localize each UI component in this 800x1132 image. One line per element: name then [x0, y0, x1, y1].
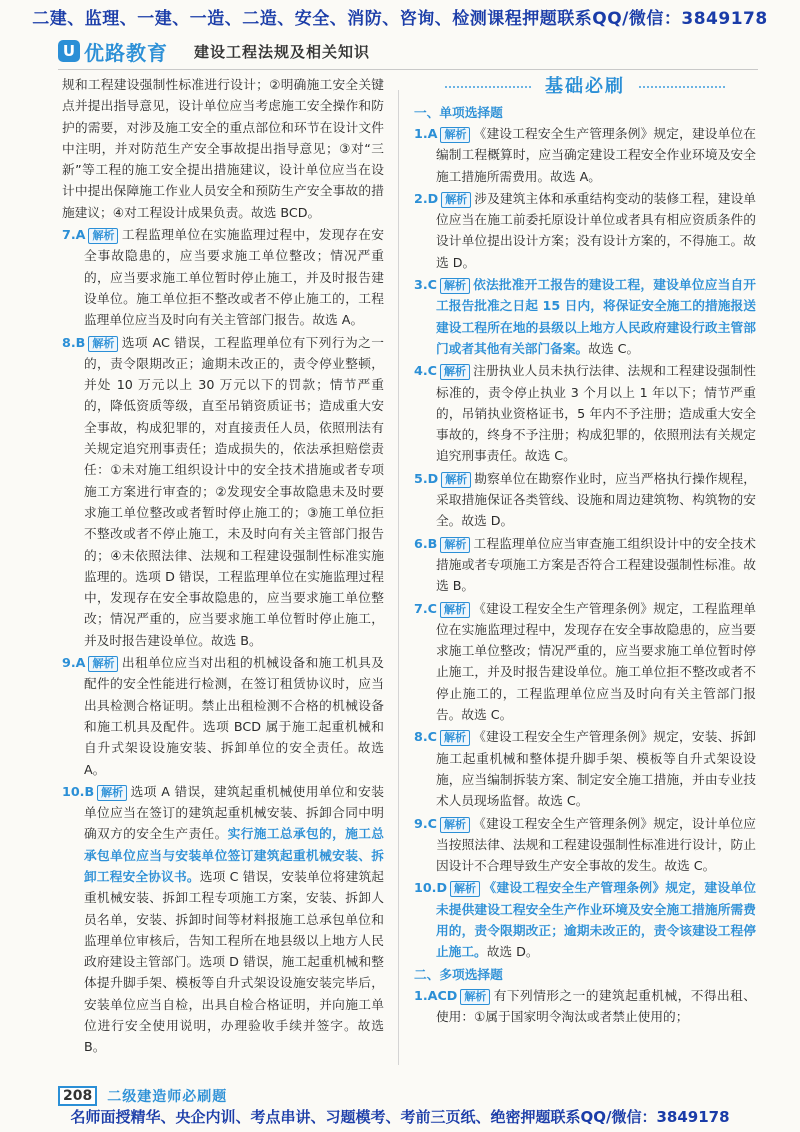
book-title: 建设工程法规及相关知识 [194, 42, 371, 61]
answer-text: 工程监理单位应当审查施工组织设计中的安全技术措施或者专项施工方案是否符合工程建设强制性标准。故选 B。 [436, 535, 756, 594]
continued-answer-text: 规和工程建设强制性标准进行设计；②明确施工安全关键点并提出指导意见，设计单位应当考虑施工安全操作和防护的需要，对涉及施工安全的重点部位和环节在设计文件中注明，并对防范生产安全事故提出指导意见；③对“三新”等工程的施工安全提出措施建议，设计单位应当在设计中提出保障施工作业人员安全和预防生产安全事故的措施建议；④对工程设计成果负责。故选 BCD。 [62, 77, 384, 220]
left-column [62, 74, 384, 1059]
answer-item [414, 533, 756, 597]
answer-text: 有下列情形之一的建筑起重机械，不得出租、使用：①属于国家明令淘汰或者禁止使用的； [436, 987, 756, 1024]
answer-text: 《建设工程安全生产管理条例》规定，工程监理单位在实施监理过程中，发现存在安全事故隐患的，应当要求施工单位整改；情况严重的，应当要求施工单位暂时停止施工，并及时报告建设单位。施工单位拒不整改或者不停止施工的，工程监理单位应当及时向有关主管部门报告。故选 C。 [436, 600, 756, 723]
analysis-tag: 解析 [450, 881, 480, 897]
analysis-tag: 解析 [88, 336, 118, 352]
answer-text: 故选 C。 [588, 340, 640, 356]
answer-item [62, 332, 384, 651]
answer-number: 10.D [414, 880, 448, 896]
answer-item [62, 224, 384, 330]
answer-number: 6.B [414, 535, 438, 551]
answer-number: 7.C [414, 600, 437, 616]
answer-text: 出租单位应当对出租的机械设备和施工机具及配件的安全性能进行检测，在签订租赁协议时，应当出具检测合格证明。禁止出租检测不合格的机械设备和施工机具及配件。选项 BCD 属于施工起重机械和自升式架设设施安装、拆卸单位的安全责任。故选 A。 [84, 655, 384, 777]
highlighted-text: 依法批准开工报告的建设工程，建设单位应当自开工报告批准之日起 15 日内，将保证安全施工的措施报送建设工程所在地的县级以上地方人民政府建设行政主管部门或者其他有关部门备案。 [436, 277, 756, 356]
answer-item [414, 726, 756, 811]
answer-text: 《建设工程安全生产管理条例》规定，建设单位在编制工程概算时，应当确定建设工程安全作业环境及安全施工措施所需费用。故选 A。 [436, 126, 756, 184]
page-footer [58, 1086, 378, 1106]
publisher-logo-text: 优路教育 [84, 40, 168, 65]
youlu-logo-icon: U [58, 40, 80, 62]
analysis-tag: 解析 [440, 817, 470, 833]
answer-item [414, 360, 756, 466]
answer-number: 8.B [62, 334, 86, 350]
right-column [414, 74, 756, 1028]
column-divider [398, 90, 399, 1065]
answer-number: 9.C [414, 815, 437, 831]
answer-text: 《建设工程安全生产管理条例》规定，设计单位应当按照法律、法规和工程建设强制性标准进行设计，防止因设计不合理导致生产安全事故的发生。故选 C。 [436, 815, 756, 874]
analysis-tag: 解析 [441, 192, 471, 208]
answer-item [414, 468, 756, 532]
answer-item [62, 652, 384, 780]
section-title: 基础必刷 [414, 74, 756, 100]
header-divider [58, 69, 758, 70]
answer-text: 选项 C 错误，安装单位将建筑起重机械安装、拆卸工程专项施工方案，安装、拆卸人员名单，安装、拆卸时间等材料报施工总承包单位和监理单位审核后，告知工程所在地县级以上地方人民政府建设主管部门。选项 D 错误，施工起重机械和整体提升脚手架、模板等自升式架设设施安装完毕后，安装单位应当自检，出具自检合格证明，并向施工单位进行安全使用说明，办理验收手续并签字。故选 B。 [84, 868, 384, 1055]
highlighted-text: 实行施工总承包的，施工总承包单位应当与安装单位签订建筑起重机械安装、拆卸工程安全协议书。 [84, 826, 384, 884]
answer-number: 8.C [414, 729, 437, 745]
highlighted-text: 《建设工程安全生产管理条例》规定，建设单位未提供建设工程安全生产作业环境及安全施工措施所需费用的，责令限期改正；逾期未改正的，责令该建设工程停止施工。 [436, 880, 756, 960]
series-title: 二级建造师必刷题 [107, 1089, 228, 1105]
answer-number: 9.A [62, 655, 86, 671]
top-ad-banner: 二建、监理、一建、一造、二造、安全、消防、咨询、检测课程押题联系QQ/微信：3849178 [32, 9, 768, 29]
answer-number: 1.ACD [414, 987, 458, 1003]
answer-text: 故选 D。 [486, 944, 539, 960]
answer-item [414, 598, 756, 726]
multiple-choice-heading: 二、多项选择题 [414, 966, 503, 982]
analysis-tag: 解析 [440, 730, 470, 746]
analysis-tag: 解析 [440, 364, 470, 380]
answer-item [414, 123, 756, 187]
analysis-tag: 解析 [88, 228, 118, 244]
answer-item [414, 877, 756, 962]
answer-number: 3.C [414, 277, 437, 293]
page-number: 208 [58, 1086, 97, 1106]
single-choice-heading: 一、单项选择题 [414, 105, 503, 120]
analysis-tag: 解析 [460, 989, 490, 1005]
answer-text: 《建设工程安全生产管理条例》规定，安装、拆卸施工起重机械和整体提升脚手架、模板等自升式架设设施，应当编制拆装方案、制定安全施工措施，并由专业技术人员现场监督。故选 C。 [436, 729, 756, 809]
analysis-tag: 解析 [441, 472, 471, 488]
answer-item [414, 985, 756, 1028]
answer-number: 7.A [62, 227, 86, 243]
analysis-tag: 解析 [440, 602, 470, 618]
answer-text: 注册执业人员未执行法律、法规和工程建设强制性标准的，责令停止执业 3 个月以上 1 年以下；情节严重的，吊销执业资格证书，5 年内不予注册；造成重大安全事故的，终身不予注册；构成犯罪的，依照刑法有关规定追究刑事责任。故选 C。 [436, 363, 756, 464]
analysis-tag: 解析 [88, 656, 118, 672]
answer-number: 10.B [62, 783, 95, 799]
answer-number: 2.D [414, 190, 439, 206]
answer-number: 5.D [414, 470, 439, 486]
answer-item [414, 188, 756, 273]
answer-text: 选项 A 错误，建筑起重机械使用单位和安装单位应当在签订的建筑起重机械安装、拆卸合同中明确双方的安全生产责任。 [84, 783, 384, 842]
analysis-tag: 解析 [440, 127, 470, 143]
page-header [58, 36, 758, 66]
answer-number: 4.C [414, 363, 437, 379]
answer-text: 选项 AC 错误，工程监理单位有下列行为之一的，责令限期改正；逾期未改正的，责令停业整顿，并处 10 万元以上 30 万元以下的罚款；情节严重的，降低资质等级，直至吊销资质证书；造成重大安全事故，构成犯罪的，对直接责任人员，依照刑法有关规定追究刑事责任；造成损失的，依法承担赔偿责任：①未对施工组织设计中的安全技术措施或者专项施工方案进行审查的；②发现安全事故隐患未及时要求施工单位整改或者暂时停止施工的；③施工单位拒不整改或者不停止施工，未及时向有关主管部门报告的；④未依照法律、法规和工程建设强制性标准实施监理的。选项 D 错误，工程监理单位在实施监理过程中，发现存在安全事故隐患的，应当要求施工单位整改；情况严重的，应当要求施工单位暂时停止施工，并及时报告建设单位。故选 B。 [84, 334, 384, 648]
answer-text: 工程监理单位在实施监理过程中，发现存在安全事故隐患的，应当要求施工单位整改；情况严重的，应当要求施工单位暂时停止施工，并及时报告建设单位。施工单位拒不整改或者不停止施工的，工程监理单位应当及时向有关主管部门报告。故选 A。 [84, 227, 384, 328]
answer-item [62, 781, 384, 1058]
analysis-tag: 解析 [97, 785, 127, 801]
answer-item [414, 274, 756, 359]
analysis-tag: 解析 [440, 278, 470, 294]
answer-text: 勘察单位在勘察作业时，应当严格执行操作规程，采取措施保证各类管线、设施和周边建筑物、构筑物的安全。故选 D。 [436, 470, 756, 529]
answer-text: 涉及建筑主体和承重结构变动的装修工程，建设单位应当在施工前委托原设计单位或者具有相应资质条件的设计单位提出设计方案；没有设计方案的，不得施工。故选 D。 [436, 190, 756, 270]
answer-item [414, 813, 756, 877]
analysis-tag: 解析 [440, 537, 470, 553]
answer-number: 1.A [414, 126, 438, 141]
bottom-ad-banner: 名师面授精华、央企内训、考点串讲、习题模考、考前三页纸、绝密押题联系QQ/微信：3849178 [70, 1108, 730, 1126]
